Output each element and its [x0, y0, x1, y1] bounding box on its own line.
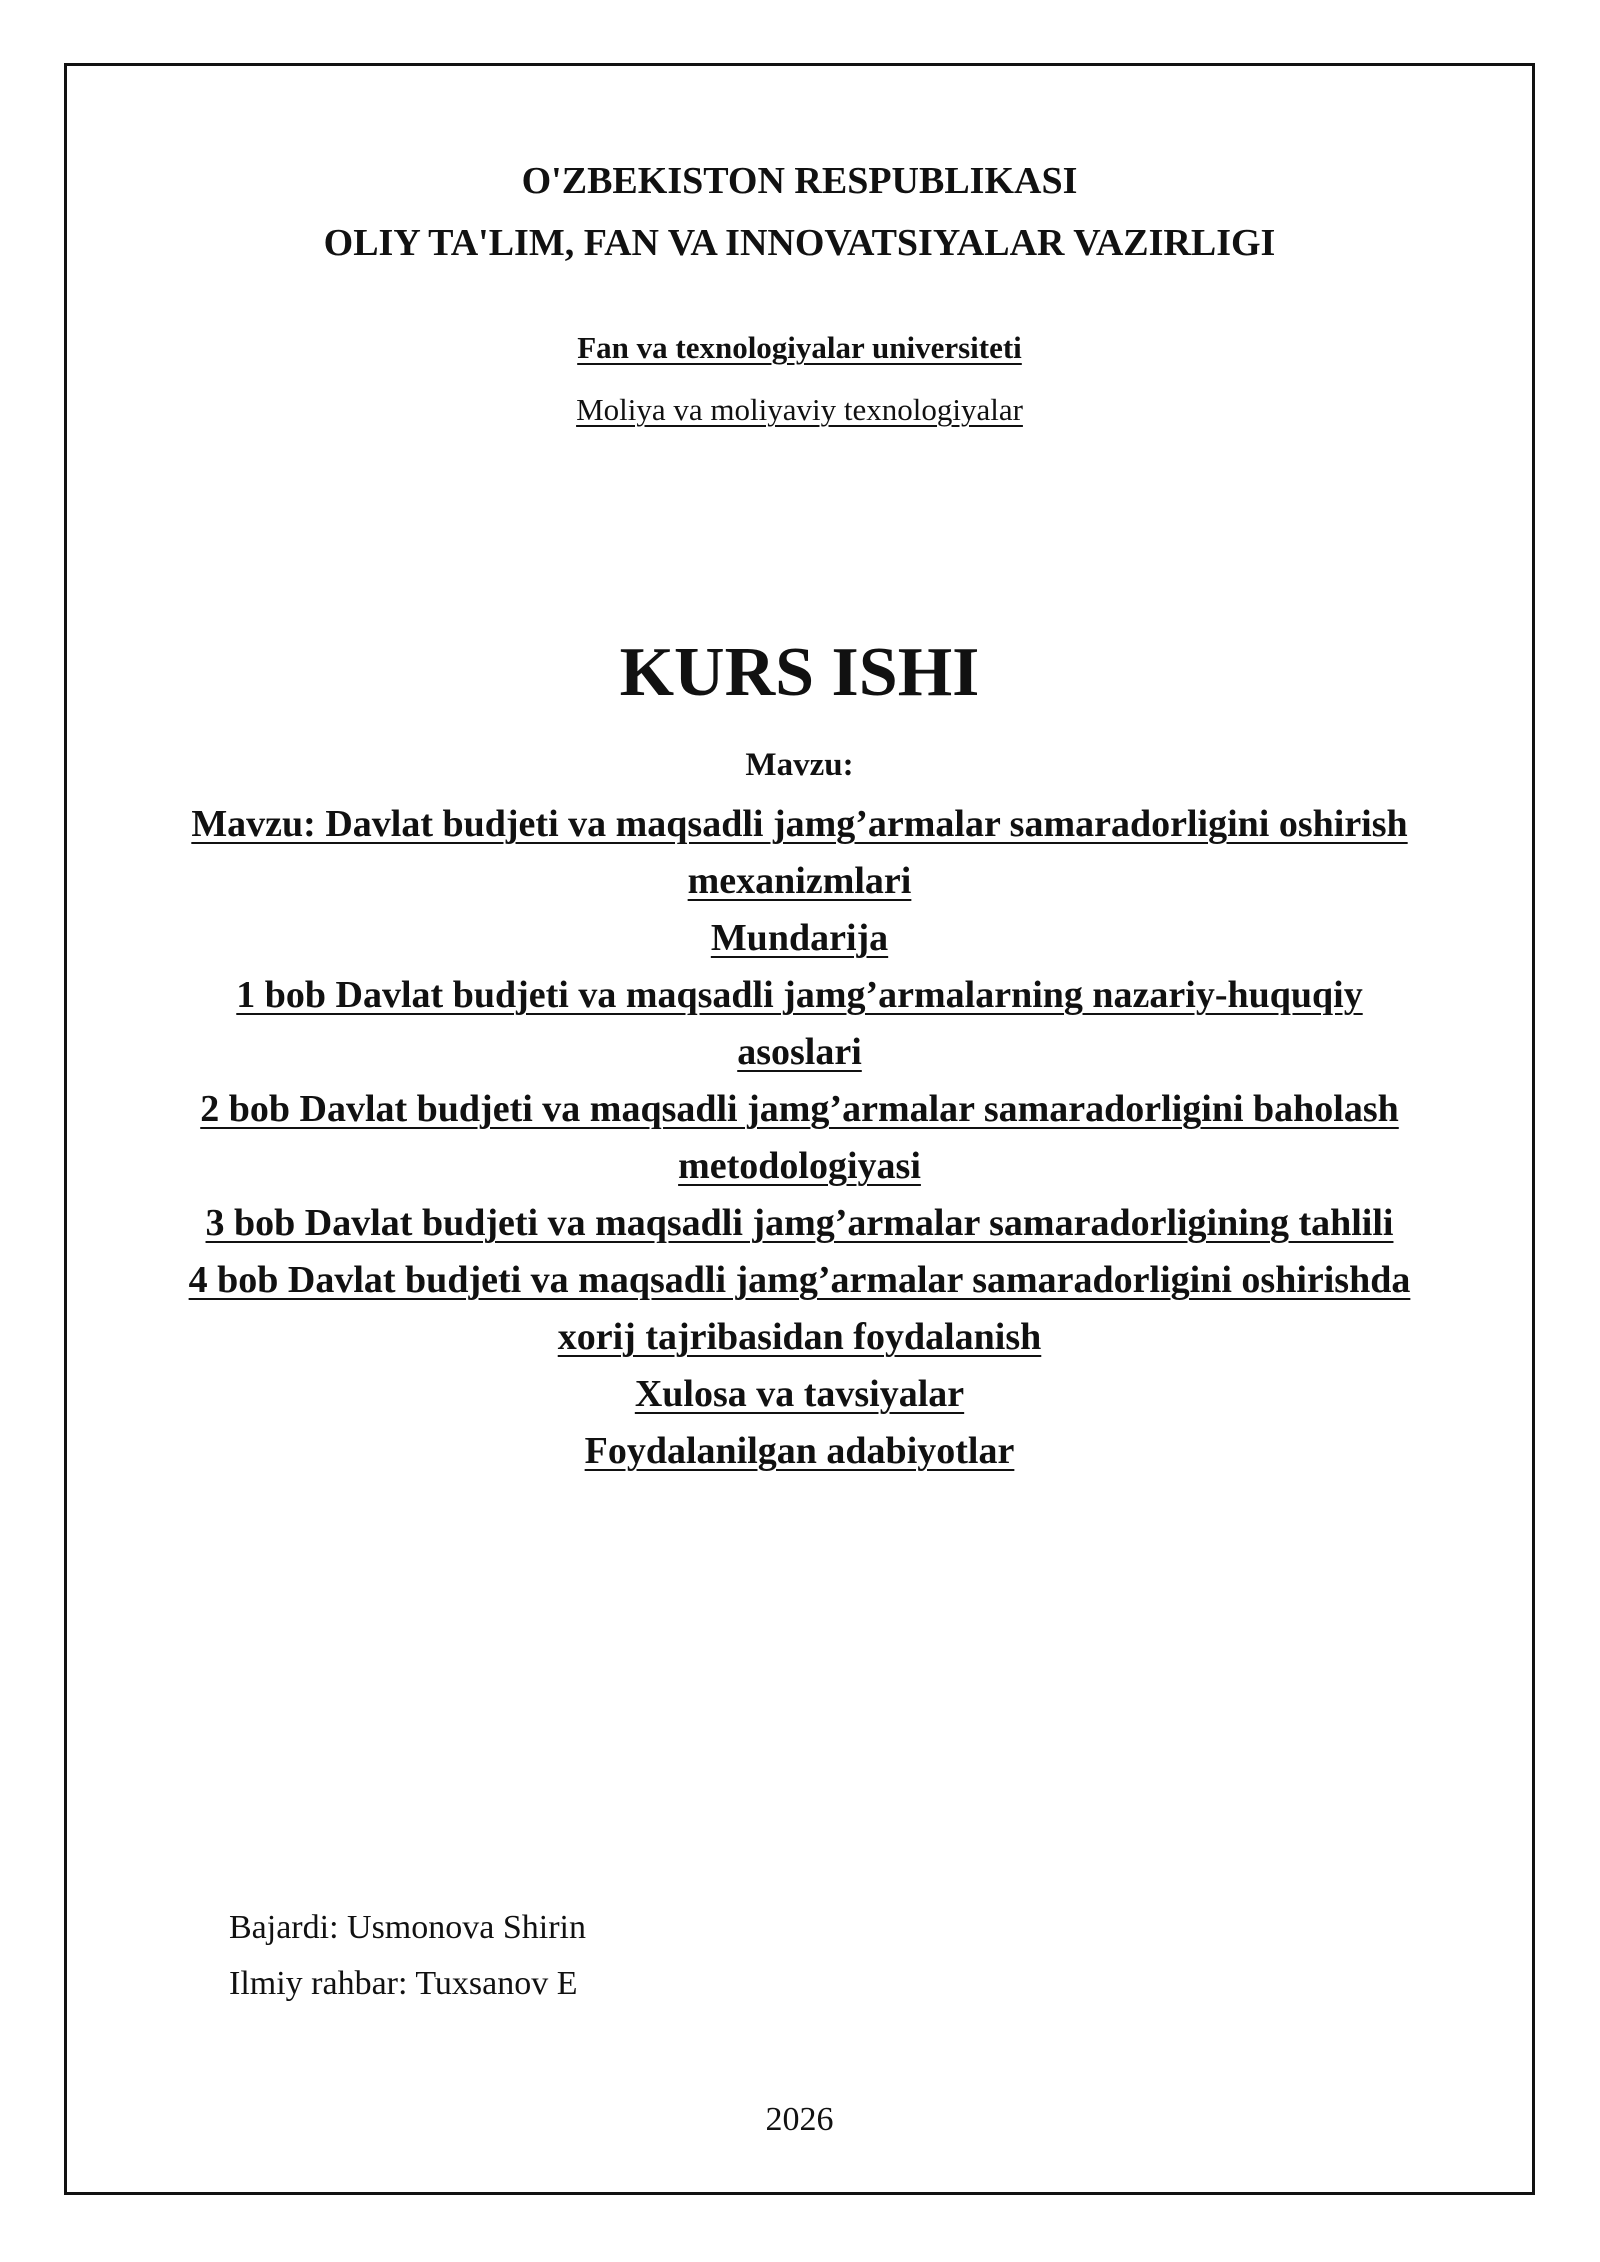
document-title: KURS ISHI: [619, 634, 980, 711]
chapter-1: 1 bob Davlat budjeti va maqsadli jamg’armalarning nazariy-huquqiy asoslari: [236, 974, 1363, 1073]
chapter-4: 4 bob Davlat budjeti va maqsadli jamg’armalar samaradorligini oshirishda xorij tajribasidan foydalanish: [188, 1259, 1411, 1358]
contents-heading: Mundarija: [710, 917, 889, 959]
ministry-line: OLIY TA'LIM, FAN VA INNOVATSIYALAR VAZIRLIGI: [323, 222, 1276, 264]
topic-heading: Mavzu: Davlat budjeti va maqsadli jamg’armalar samaradorligini oshirish mexanizmlari: [191, 803, 1408, 902]
table-of-contents: [64, 796, 1535, 1480]
year: 2026: [765, 2101, 834, 2138]
chapter-2: 2 bob Davlat budjeti va maqsadli jamg’armalar samaradorligini baholash metodologiyasi: [200, 1088, 1399, 1187]
author-line: Bajardi: Usmonova Shirin: [229, 1909, 586, 1946]
chapter-3: 3 bob Davlat budjeti va maqsadli jamg’armalar samaradorligining tahlili: [205, 1202, 1394, 1244]
topic-label: Mavzu:: [745, 747, 854, 783]
conclusions-entry: Xulosa va tavsiyalar: [634, 1373, 965, 1415]
country-line: O'ZBEKISTON RESPUBLIKASI: [521, 160, 1078, 202]
university-name: Fan va texnologiyalar universiteti: [577, 330, 1022, 365]
advisor-line: Ilmiy rahbar: Tuxsanov E: [229, 1965, 578, 2002]
department-name: Moliya va moliyaviy texnologiyalar: [576, 392, 1023, 427]
ministry-header: [64, 150, 1535, 274]
references-entry: Foydalanilgan adabiyotlar: [584, 1430, 1015, 1472]
